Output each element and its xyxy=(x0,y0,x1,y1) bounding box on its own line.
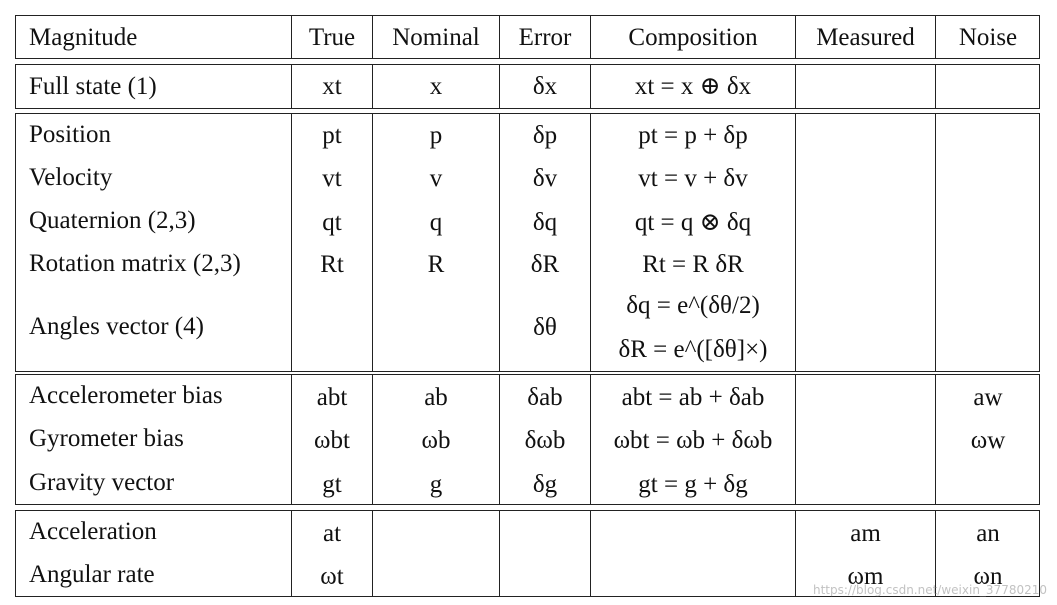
rotation-matrix-nominal: R xyxy=(427,251,445,278)
header-composition: Composition xyxy=(628,24,758,51)
angles-vector-error: δθ xyxy=(533,314,557,341)
quaternion-composition: qt = q ⊗ δq xyxy=(634,209,752,236)
accelerometer-bias-label: Accelerometer bias xyxy=(29,382,223,409)
velocity-true: vt xyxy=(322,165,342,192)
accelerometer-bias-composition: abt = ab + δab xyxy=(621,384,765,411)
gravity-vector-nominal: g xyxy=(429,471,443,498)
accelerometer-bias-error: δab xyxy=(527,384,563,411)
divider xyxy=(372,511,373,596)
accelerometer-bias-true: abt xyxy=(316,384,348,411)
rotation-matrix-true: Rt xyxy=(320,251,344,278)
acceleration-label: Acceleration xyxy=(29,518,157,545)
watermark: https://blog.csdn.net/weixin_37780210 xyxy=(812,583,1047,597)
accelerometer-bias-noise: aw xyxy=(973,384,1003,411)
quaternion-error: δq xyxy=(532,209,558,236)
full-state-label: Full state (1) xyxy=(29,73,157,100)
acceleration-measured: am xyxy=(850,520,881,547)
accelerometer-bias-nominal: ab xyxy=(424,384,448,411)
gyrometer-bias-noise: ωw xyxy=(970,427,1006,454)
gravity-vector-composition: gt = g + δg xyxy=(638,471,748,498)
divider xyxy=(291,114,292,371)
position-true: pt xyxy=(322,122,342,149)
group1-rows xyxy=(15,113,1040,372)
acceleration-true: at xyxy=(322,520,342,547)
gravity-vector-error: δg xyxy=(532,471,558,498)
gravity-vector-label: Gravity vector xyxy=(29,469,175,496)
position-composition: pt = p + δp xyxy=(638,122,748,149)
header-row xyxy=(15,15,1040,59)
divider xyxy=(372,114,373,371)
velocity-label: Velocity xyxy=(29,164,113,191)
quaternion-label: Quaternion (2,3) xyxy=(29,207,196,234)
divider xyxy=(795,114,796,371)
header-noise: Noise xyxy=(958,24,1018,51)
header-magnitude: Magnitude xyxy=(29,24,138,51)
velocity-error: δv xyxy=(532,165,558,192)
position-error: δp xyxy=(532,122,558,149)
gyrometer-bias-label: Gyrometer bias xyxy=(29,425,184,452)
gyrometer-bias-nominal: ωb xyxy=(421,427,451,454)
group2-rows xyxy=(15,374,1040,505)
quaternion-true: qt xyxy=(322,209,342,236)
divider xyxy=(590,114,591,371)
rotation-matrix-error: δR xyxy=(530,251,560,278)
position-label: Position xyxy=(29,121,111,148)
velocity-composition: vt = v + δv xyxy=(638,165,748,192)
angular-rate-noise: ωn xyxy=(973,563,1003,590)
divider xyxy=(935,114,936,371)
header-nominal: Nominal xyxy=(392,24,480,51)
velocity-nominal: v xyxy=(429,165,443,192)
angles-vector-composition-matrix: δR = e^([δθ]×) xyxy=(618,336,768,363)
position-nominal: p xyxy=(429,122,443,149)
header-error: Error xyxy=(518,24,572,51)
divider xyxy=(499,511,500,596)
full-state-composition: xt = x ⊕ δx xyxy=(634,73,752,100)
acceleration-noise: an xyxy=(976,520,1000,547)
rotation-matrix-label: Rotation matrix (2,3) xyxy=(29,250,241,277)
header-true: True xyxy=(308,24,356,51)
gyrometer-bias-error: δωb xyxy=(524,427,566,454)
gyrometer-bias-true: ωbt xyxy=(314,427,350,454)
divider xyxy=(935,65,936,108)
gravity-vector-true: gt xyxy=(322,471,342,498)
full-state-true: xt xyxy=(322,73,342,100)
full-state-error: δx xyxy=(532,73,558,100)
full-state-nominal: x xyxy=(429,73,443,100)
angular-rate-measured: ωm xyxy=(847,563,884,590)
divider xyxy=(795,375,796,504)
divider xyxy=(795,65,796,108)
angular-rate-label: Angular rate xyxy=(29,561,155,588)
angles-vector-label: Angles vector (4) xyxy=(29,313,204,340)
gyrometer-bias-composition: ωbt = ωb + δωb xyxy=(613,427,773,454)
quaternion-nominal: q xyxy=(429,209,443,236)
divider xyxy=(590,511,591,596)
rotation-matrix-composition: Rt = R δR xyxy=(642,251,744,278)
angles-vector-composition-quaternion: δq = e^(δθ/2) xyxy=(626,292,760,319)
header-measured: Measured xyxy=(816,24,915,51)
angular-rate-true: ωt xyxy=(320,563,344,590)
full-state-row xyxy=(15,64,1040,109)
